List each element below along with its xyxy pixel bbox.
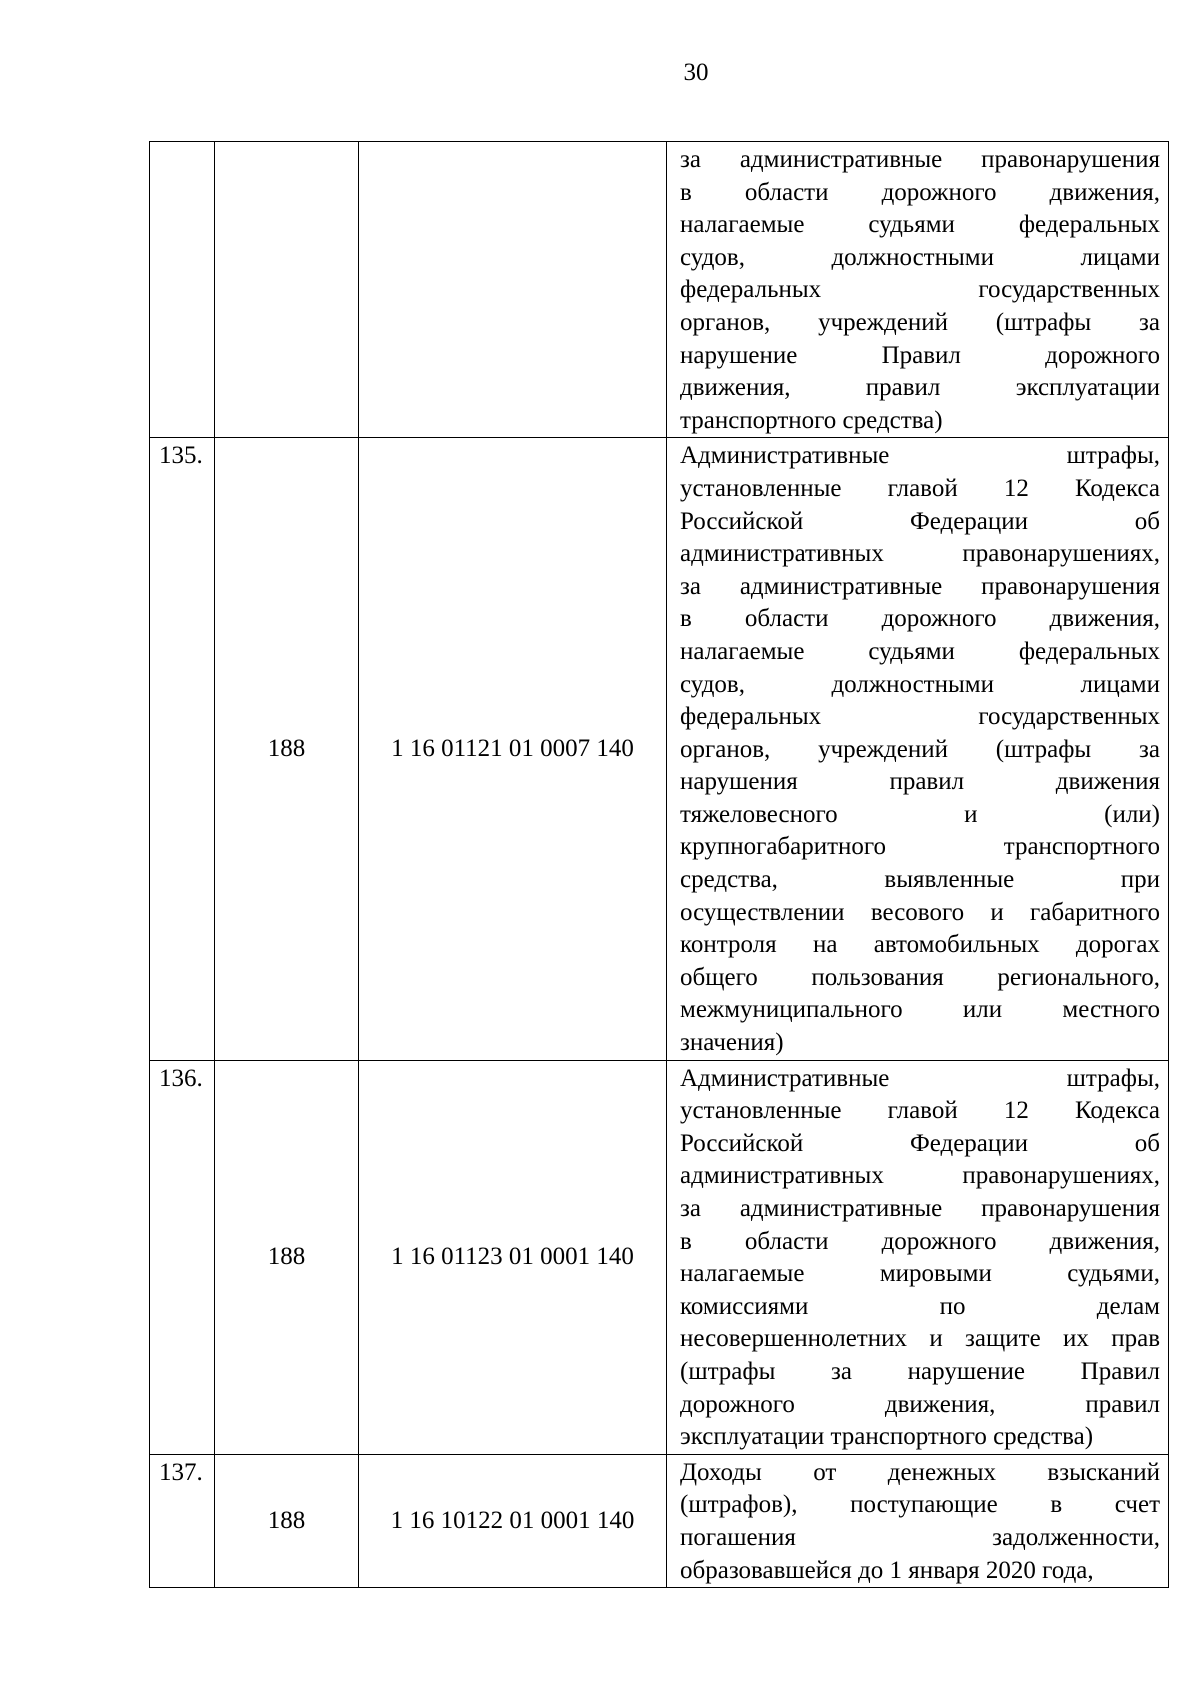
description-line: органов, учреждений (штрафы за xyxy=(680,308,1160,336)
description-line: значения) xyxy=(680,1029,784,1057)
description-cell xyxy=(667,1454,1169,1587)
admin-code-cell: 188 xyxy=(215,438,359,1060)
description-line: тяжеловесного и (или) xyxy=(680,800,1160,828)
page-number: 30 xyxy=(683,59,709,86)
description-line: Доходы от денежных взысканий xyxy=(680,1458,1160,1486)
description-line: в области дорожного движения, xyxy=(680,178,1160,206)
table-row xyxy=(150,1060,1169,1454)
kbk-code-cell: 1 16 01123 01 0001 140 xyxy=(359,1060,667,1454)
description-line: контроля на автомобильных дорогах xyxy=(680,931,1160,959)
admin-code-cell xyxy=(215,142,359,438)
description-line: погашения задолженности, xyxy=(680,1523,1160,1551)
table-row xyxy=(150,438,1169,1060)
row-number-cell: 136. xyxy=(150,1060,215,1454)
table-row xyxy=(150,1454,1169,1587)
description-line: общего пользования регионального, xyxy=(680,963,1160,991)
admin-code-cell: 188 xyxy=(215,1060,359,1454)
description-line: крупногабаритного транспортного xyxy=(680,833,1160,861)
description-line: Административные штрафы, xyxy=(680,442,1160,470)
table-row xyxy=(150,142,1169,438)
description-line: налагаемые мировыми судьями, xyxy=(680,1260,1160,1288)
kbk-code-cell: 1 16 01121 01 0007 140 xyxy=(359,438,667,1060)
description-line: средства, выявленные при xyxy=(680,866,1160,894)
description-cell xyxy=(667,142,1169,438)
description-line: движения, правил эксплуатации xyxy=(680,374,1160,402)
description-line: осуществлении весового и габаритного xyxy=(680,898,1160,926)
kbk-code-cell xyxy=(359,142,667,438)
description-line: установленные главой 12 Кодекса xyxy=(680,474,1160,502)
description-line: Административные штрафы, xyxy=(680,1064,1160,1092)
description-line: за административные правонарушения xyxy=(680,146,1160,173)
description-line: нарушение Правил дорожного xyxy=(680,341,1160,369)
description-line: административных правонарушениях, xyxy=(680,1162,1160,1190)
description-line: Российской Федерации об xyxy=(680,1129,1160,1157)
description-line: судов, должностными лицами xyxy=(680,243,1160,271)
description-line: за административные правонарушения xyxy=(680,572,1160,600)
description-line: административных правонарушениях, xyxy=(680,540,1160,568)
description-line: налагаемые судьями федеральных xyxy=(680,637,1160,665)
description-line: органов, учреждений (штрафы за xyxy=(680,735,1160,763)
row-number-cell: 137. xyxy=(150,1454,215,1587)
description-cell xyxy=(667,1060,1169,1454)
description-line: судов, должностными лицами xyxy=(680,670,1160,698)
description-line: в области дорожного движения, xyxy=(680,1227,1160,1255)
description-line: транспортного средства) xyxy=(680,406,943,434)
description-line: за административные правонарушения xyxy=(680,1195,1160,1222)
description-line: нарушения правил движения xyxy=(680,768,1160,796)
description-line: дорожного движения, правил xyxy=(680,1390,1160,1418)
description-line: образовавшейся до 1 января 2020 года, xyxy=(680,1556,1094,1584)
description-line: установленные главой 12 Кодекса xyxy=(680,1097,1160,1125)
description-line: федеральных государственных xyxy=(680,276,1160,304)
admin-code-cell: 188 xyxy=(215,1454,359,1587)
row-number-cell: 135. xyxy=(150,438,215,1060)
description-line: несовершеннолетних и защите их прав xyxy=(680,1325,1160,1353)
description-line: (штрафов), поступающие в счет xyxy=(680,1491,1160,1519)
kbk-code-cell: 1 16 10122 01 0001 140 xyxy=(359,1454,667,1587)
description-line: Российской Федерации об xyxy=(680,507,1160,535)
description-line: эксплуатации транспортного средства) xyxy=(680,1423,1094,1451)
description-line: (штрафы за нарушение Правил xyxy=(680,1357,1160,1385)
description-line: комиссиями по делам xyxy=(680,1292,1160,1320)
description-line: в области дорожного движения, xyxy=(680,605,1160,633)
description-line: федеральных государственных xyxy=(680,703,1160,731)
description-line: межмуниципального или местного xyxy=(680,996,1160,1024)
description-cell xyxy=(667,438,1169,1060)
description-line: налагаемые судьями федеральных xyxy=(680,211,1160,239)
budget-codes-table xyxy=(149,141,1169,1588)
row-number-cell xyxy=(150,142,215,438)
